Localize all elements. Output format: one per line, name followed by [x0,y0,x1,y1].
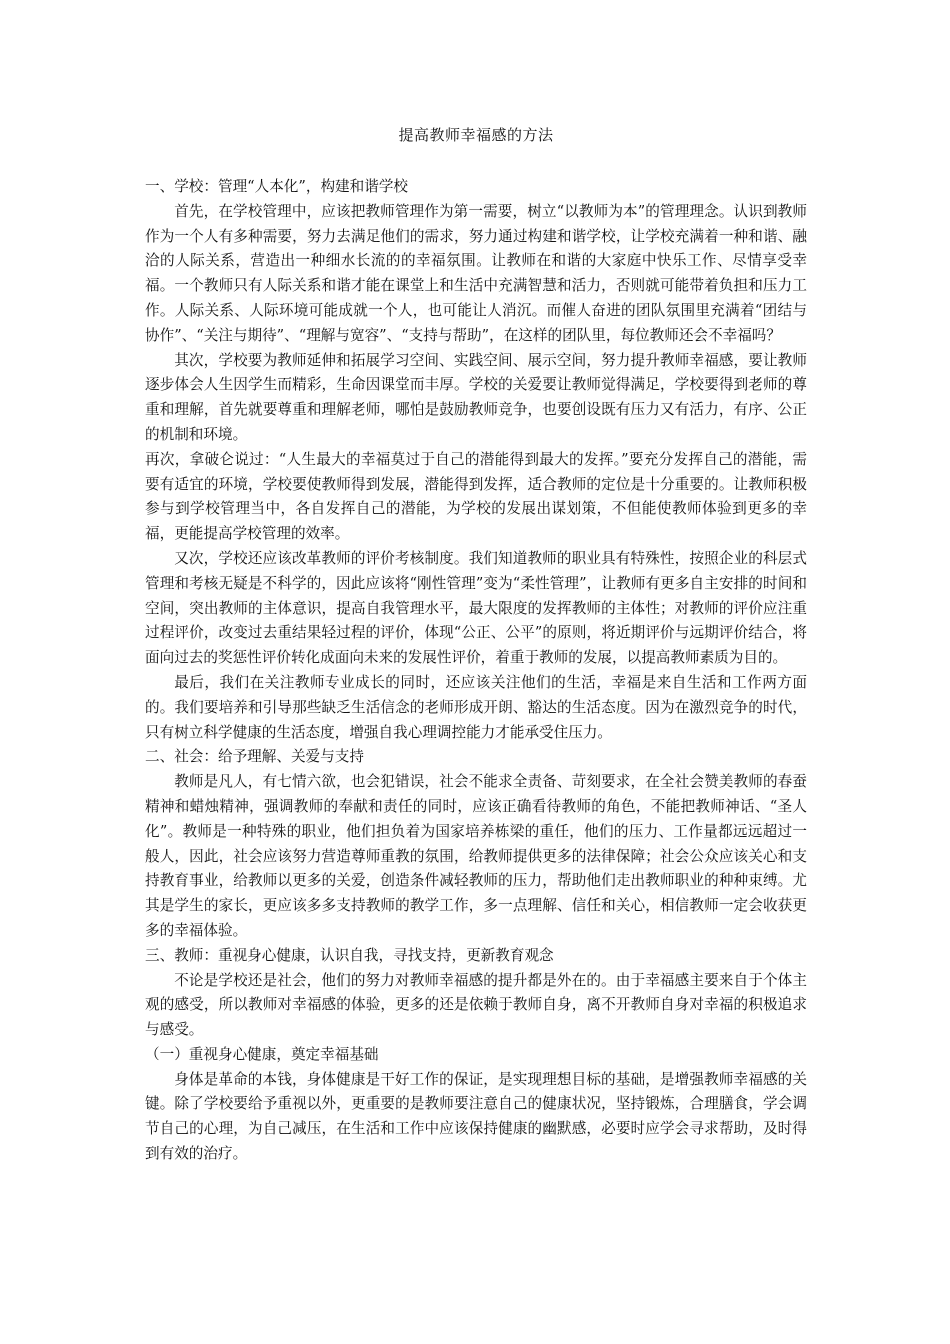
paragraph-society: 教师是凡人，有七情六欲，也会犯错误，社会不能求全责备、苛刻要求，在全社会赞美教师的春蚕精神和蜡烛精神，强调教师的奉献和责任的同时，应该正确看待教师的角色，不能把教师神话、“圣人化”。教师是一种特殊的职业，他们担负着为国家培养栋梁的重任，他们的压力、工作量都远远超过一般人，因此，社会应该努力营造尊师重教的氛围，给教师提供更多的法律保障；社会公众应该关心和支持教育事业，给教师以更多的关爱，创造条件减轻教师的压力，帮助他们走出教师职业的种种束缚。尤其是学生的家长，更应该多多支持教师的教学工作，多一点理解、信任和关心，相信教师一定会收获更多的幸福体验。 [145,773,807,939]
document-title: 提高教师幸福感的方法 [398,126,554,144]
section-heading-society: 二、社会：给予理解、关爱与支持 [145,748,364,766]
subsection-heading-health: （一）重视身心健康，奠定幸福基础 [145,1045,379,1063]
paragraph-health: 身体是革命的本钱，身体健康是干好工作的保证，是实现理想目标的基础，是增强教师幸福感的关键。除了学校要给予重视以外，更重要的是教师要注意自己的健康状况，坚持锻炼，合理膳食，学会调节自己的心理，为自己减压，在生活和工作中应该保持健康的幽默感，必要时应学会寻求帮助，及时得到有效的治疗。 [145,1070,807,1163]
section-heading-school: 一、学校：管理“人本化”，构建和谐学校 [145,178,409,195]
paragraph-school-second: 其次，学校要为教师延伸和拓展学习空间、实践空间、展示空间，努力提升教师幸福感，要让教师逐步体会人生因学生而精彩，生命因课堂而丰厚。学校的关爱要让教师觉得满足，学校要得到老师的尊重和理解，首先就要尊重和理解老师，哪怕是鼓励教师竞争，也要创设既有压力又有活力，有序、公正的机制和环境。 [145,351,807,443]
section-heading-teacher: 三、教师：重视身心健康，认识自我，寻找支持，更新教育观念 [145,946,554,964]
document-page [145,125,807,1167]
paragraph-school-first: 首先，在学校管理中，应该把教师管理作为第一需要，树立“以教师为本”的管理理念。认识到教师作为一个人有多种需要，努力去满足他们的需求，努力通过构建和谐学校，让学校充满着一种和谐、融洽的人际关系，营造出一种细水长流的的幸福氛围。让教师在和谐的大家庭中快乐工作、尽情享受幸福。一个教师只有人际关系和谐才能在课堂上和生活中充满智慧和活力，否则就可能带着负担和压力工作。人际关系、人际环境可能成就一个人，也可能让人消沉。而催人奋进的团队氛围里充满着“团结与协作”、“关注与期待”、“理解与宽容”、“支持与帮助”，在这样的团队里，每位教师还会不幸福吗？ [145,202,807,344]
paragraph-teacher-intro: 不论是学校还是社会，他们的努力对教师幸福感的提升都是外在的。由于幸福感主要来自于个体主观的感受，所以教师对幸福感的体验，更多的还是依赖于教师自身，离不开教师自身对幸福的积极追求与感受。 [145,971,807,1039]
paragraph-school-third: 再次，拿破仑说过：“人生最大的幸福莫过于自己的潜能得到最大的发挥。”要充分发挥自己的潜能，需要有适宜的环境，学校要使教师得到发展，潜能得到发挥，适合教师的定位是十分重要的。让教师积极参与到学校管理当中，各自发挥自己的潜能，为学校的发展出谋划策，不但能使教师体验到更多的幸福，更能提高学校管理的效率。 [145,450,807,543]
paragraph-school-fourth: 又次，学校还应该改革教师的评价考核制度。我们知道教师的职业具有特殊性，按照企业的科层式管理和考核无疑是不科学的，因此应该将“刚性管理”变为“柔性管理”，让教师有更多自主安排的时间和空间，突出教师的主体意识，提高自我管理水平，最大限度的发挥教师的主体性；对教师的评价应注重过程评价，改变过去重结果轻过程的评价，体现“公正、公平”的原则，将近期评价与远期评价结合，将面向过去的奖惩性评价转化成面向未来的发展性评价，着重于教师的发展，以提高教师素质为目的。 [145,549,807,667]
paragraph-school-fifth: 最后，我们在关注教师专业成长的同时，还应该关注他们的生活，幸福是来自生活和工作两方面的。我们要培养和引导那些缺乏生活信念的老师形成开朗、豁达的生活态度。因为在激烈竞争的时代，只有树立科学健康的生活态度，增强自我心理调控能力才能承受住压力。 [145,673,807,741]
